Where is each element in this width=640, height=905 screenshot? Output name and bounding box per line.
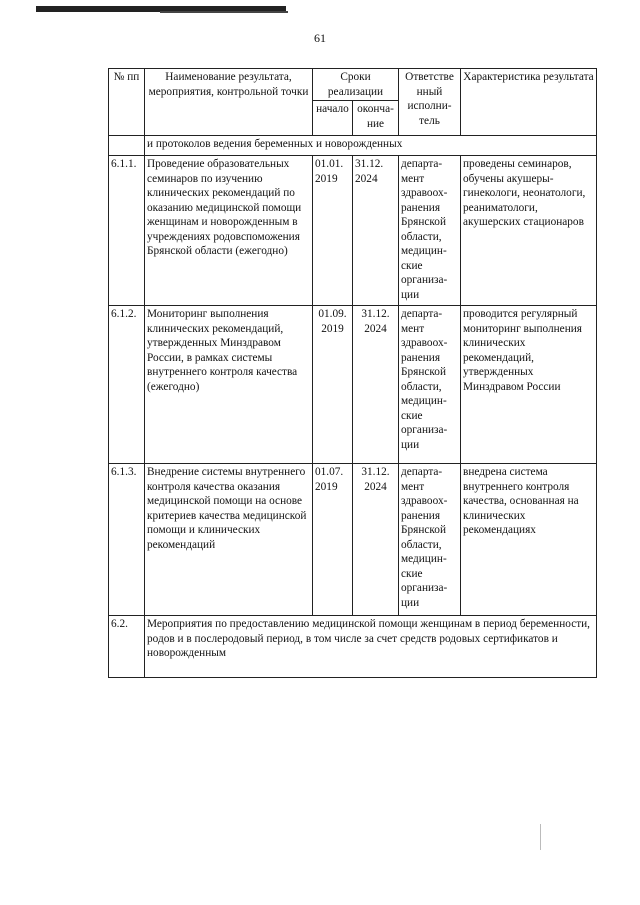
row-name: Проведение образовательных семинаров по изучению клинических рекомендаций по оказанию медицинской помощи женщинам и новорожденным в учреждениях родовспоможения Брянской области (ежегодно) [145, 156, 313, 306]
results-table [108, 68, 597, 678]
table-row [109, 306, 597, 464]
row-name: Внедрение системы внутреннего контроля качества оказания медицинской помощи на основе критериев качества медицинской помощи и клинических рекомендаций [145, 464, 313, 616]
row-num: 6.1.2. [109, 306, 145, 464]
continuation-row [109, 136, 597, 156]
page-number: 61 [314, 31, 326, 45]
header-name: Наименование результата, мероприятия, контрольной точки [145, 69, 313, 136]
section-text: Мероприятия по предоставлению медицинской помощи женщинам в период беременности, родов и в послеродовый период, в том числе за счет средств родовых сертификатов и новорожденным [145, 616, 597, 678]
row-num: 6.1.3. [109, 464, 145, 616]
row-result: проводится регулярный мониторинг выполнения клинических рекомендаций, утвержденных Минздравом России [461, 306, 597, 464]
row-end: 31.12. 2024 [353, 306, 399, 464]
continuation-num-cell [109, 136, 145, 156]
row-responsible: департа- мент здравоох- ранения Брянской области, медицин- ские организа- ции [399, 156, 461, 306]
row-start: 01.01. 2019 [313, 156, 353, 306]
table-row [109, 156, 597, 306]
continuation-text: и протоколов ведения беременных и новорожденных [145, 136, 597, 156]
section-row [109, 616, 597, 678]
header-terms: Сроки реализации [313, 69, 399, 101]
row-end: 31.12. 2024 [353, 156, 399, 306]
header-row [109, 69, 597, 101]
scan-artifact-tick [540, 824, 541, 850]
row-result: внедрена система внутреннего контроля качества, основанная на клинических рекомендациях [461, 464, 597, 616]
scan-artifact-line [160, 11, 288, 13]
section-num: 6.2. [109, 616, 145, 678]
row-end: 31.12. 2024 [353, 464, 399, 616]
row-start: 01.07. 2019 [313, 464, 353, 616]
header-start: начало [313, 101, 353, 136]
row-name: Мониторинг выполнения клинических рекомендаций, утвержденных Минздравом России, в рамках системы внутреннего контроля качества (ежегодно) [145, 306, 313, 464]
header-num: № пп [109, 69, 145, 136]
row-num: 6.1.1. [109, 156, 145, 306]
table-row [109, 464, 597, 616]
header-characteristic: Характеристика результата [461, 69, 597, 136]
row-responsible: департа- мент здравоох- ранения Брянской области, медицин- ские организа- ции [399, 306, 461, 464]
header-end: оконча- ние [353, 101, 399, 136]
header-responsible: Ответстве нный исполни- тель [399, 69, 461, 136]
row-start: 01.09. 2019 [313, 306, 353, 464]
row-result: проведены семинаров, обучены акушеры- гинекологи, неонатологи, реаниматологи, акушерских стационаров [461, 156, 597, 306]
row-responsible: департа- мент здравоох- ранения Брянской области, медицин- ские организа- ции [399, 464, 461, 616]
